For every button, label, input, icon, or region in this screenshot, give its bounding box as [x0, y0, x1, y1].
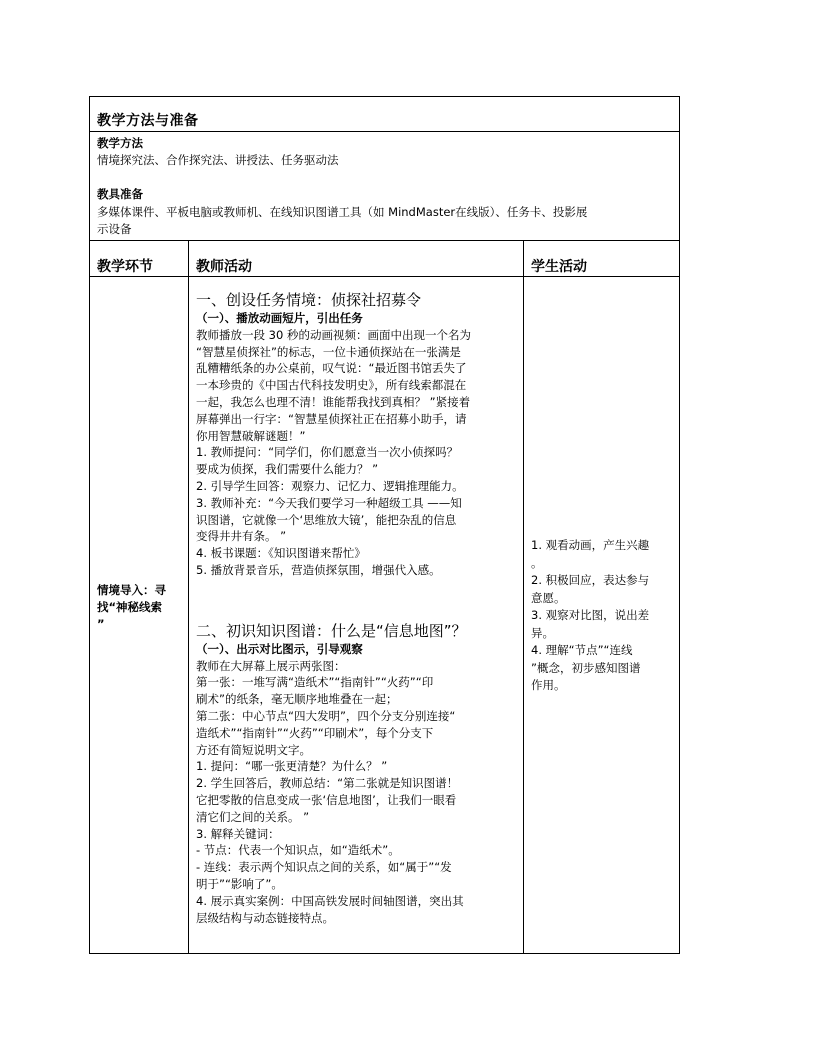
text-line: 2. 积极回应，表达参与 — [531, 573, 650, 587]
text-line: ”概念，初步感知图谱 — [531, 660, 641, 675]
text-line: - 连线：表示两个知识点之间的关系，如“属于”“发 — [196, 860, 452, 875]
text-line: 刷术”的纸条，毫无顺序地堆叠在一起； — [196, 692, 398, 707]
method-label: 教学方法 — [97, 136, 143, 150]
divider-title — [90, 131, 679, 132]
stage-name — [97, 582, 185, 632]
text-line: 教师在大屏幕上展示两张图： — [196, 658, 346, 673]
tools-text-line1: 多媒体课件、平板电脑或教师机、在线知识图谱工具（如 MindMaster在线版）、任务卡、投影展 — [97, 205, 588, 219]
part2-title: 二、初识知识图谱：什么是“信息地图”？ — [196, 621, 467, 640]
text-line: 3. 教师补充：“今天我们要学习一种超级工具 ——知 — [196, 495, 462, 510]
part1-subtitle: （一）、播放动画短片，引出任务 — [196, 311, 363, 325]
part1-title: 一、创设任务情境：侦探社招募令 — [196, 291, 422, 309]
text-line: “智慧星侦探社”的标志，一位卡通侦探站在一张满是 — [196, 344, 461, 359]
header-stage: 教学环节 — [97, 259, 153, 275]
text-line: 乱糟糟纸条的办公桌前，叹气说：“最近图书馆丢失了 — [196, 361, 467, 376]
text-line: 1. 观看动画，产生兴趣 — [531, 538, 650, 552]
tools-label: 教具准备 — [97, 187, 143, 201]
divider-header — [90, 276, 679, 277]
text-line: 意愿。 — [531, 590, 566, 605]
stage-line: 情境导入：寻 — [97, 583, 166, 597]
text-line: 造纸术”“指南针”“火药”“印刷术”，每个分支下 — [196, 725, 434, 740]
part2-subtitle: （一）、出示对比图示，引导观察 — [196, 641, 363, 656]
text-line: 明于”“影响了”。 — [196, 876, 283, 891]
text-line: 异。 — [531, 625, 554, 640]
text-line: 5. 播放背景音乐，营造侦探氛围，增强代入感。 — [196, 562, 441, 577]
method-text: 情境探究法、合作探究法、讲授法、任务驱动法 — [97, 153, 339, 167]
text-line: 你用智慧破解谜题！” — [196, 428, 306, 443]
text-line: 它把零散的信息变成一张‘信息地图’，让我们一眼看 — [196, 792, 457, 807]
text-line: 识图谱，它就像一个‘思维放大镜’，能把杂乱的信息 — [196, 512, 457, 527]
text-line: 方还有简短说明文字。 — [196, 742, 311, 757]
text-line: 层级结构与动态链接特点。 — [196, 910, 334, 925]
lesson-plan-table — [89, 96, 680, 954]
text-line: 一起，我怎么也理不清！谁能帮我找到真相？ ”紧接着 — [196, 394, 471, 409]
text-line: 要成为侦探，我们需要什么能力？ ” — [196, 462, 379, 477]
text-line: 4. 展示真实案例：中国高铁发展时间轴图谱，突出其 — [196, 893, 464, 908]
part2-body — [196, 658, 521, 927]
text-line: 4. 理解“节点”“连线 — [531, 643, 633, 657]
text-line: 3. 观察对比图，说出差 — [531, 608, 650, 622]
text-line: 屏幕弹出一行字：“智慧星侦探社正在招募小助手，请 — [196, 411, 467, 426]
stage-line: 找“神秘线索 — [97, 599, 163, 614]
stage-line: ” — [97, 616, 105, 631]
text-line: - 节点：代表一个知识点，如“造纸术”。 — [196, 843, 400, 858]
text-line: 第二张：中心节点“四大发明”，四个分支分别连接“ — [196, 708, 456, 723]
text-line: 清它们之间的关系。 ” — [196, 809, 310, 824]
student-activity — [531, 537, 677, 695]
divider-col2 — [523, 241, 524, 953]
section-title: 教学方法与准备 — [97, 113, 199, 129]
divider-col1 — [188, 241, 189, 953]
text-line: 1. 教师提问：“同学们，你们愿意当一次小侦探吗？ — [196, 445, 459, 460]
header-student: 学生活动 — [531, 259, 587, 275]
text-line: 变得井井有条。 ” — [196, 529, 287, 544]
text-line: 1. 提问：“哪一张更清楚？为什么？ ” — [196, 759, 388, 774]
text-line: 第一张：一堆写满“造纸术”“指南针”“火药”“印 — [196, 675, 434, 690]
tools-text-line2: 示设备 — [97, 222, 132, 236]
text-line: 2. 引导学生回答：观察力、记忆力、逻辑推理能力。 — [196, 478, 464, 493]
text-line: 一本珍贵的《中国古代科技发明史》，所有线索都混在 — [196, 378, 467, 393]
text-line: 4. 板书课题：《知识图谱来帮忙》 — [196, 546, 366, 561]
text-line: 作用。 — [531, 678, 566, 692]
text-line: 。 — [531, 555, 543, 570]
teacher-activity — [196, 290, 521, 926]
text-line: 3. 解释关键词： — [196, 826, 280, 841]
text-line: 教师播放一段 30 秒的动画视频：画面中出现一个名为 — [196, 327, 471, 342]
part1-body — [196, 327, 521, 579]
text-line: 2. 学生回答后，教师总结：“第二张就是知识图谱！ — [196, 776, 459, 791]
divider-section — [90, 240, 679, 241]
header-teacher: 教师活动 — [196, 259, 252, 275]
